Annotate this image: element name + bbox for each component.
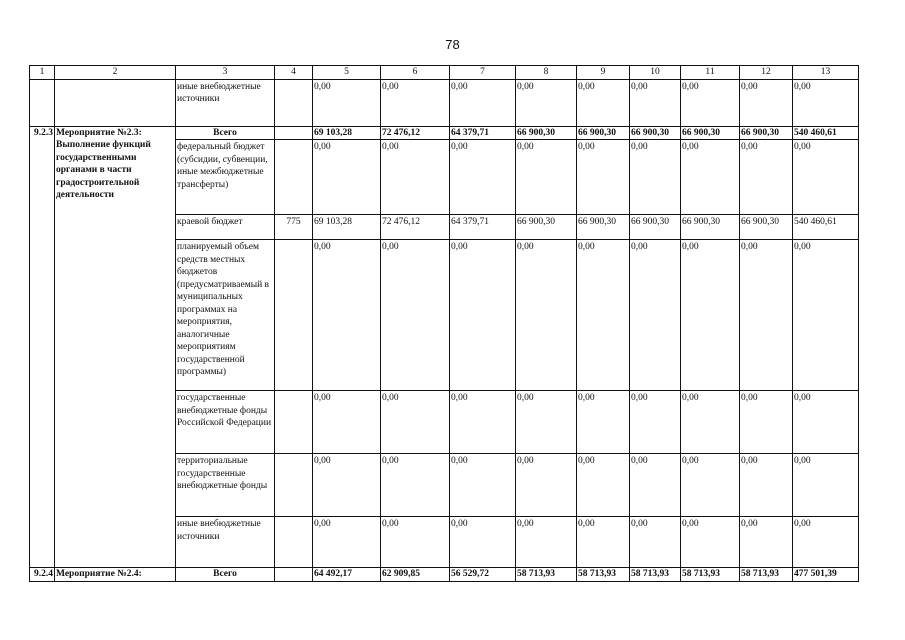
funding-source: планируемый объем средств местных бюджетов (предусматриваемый в муниципальных программах на мероприятия, аналогичные мероприятиям государственной программы) <box>176 240 275 391</box>
value-cell: 0,00 <box>313 391 381 454</box>
value-cell: 0,00 <box>450 454 516 517</box>
value-cell: 62 909,85 <box>381 568 450 582</box>
value-cell: 0,00 <box>793 140 859 215</box>
value-cell: 0,00 <box>381 391 450 454</box>
value-cell: 0,00 <box>313 140 381 215</box>
value-cell: 66 900,30 <box>577 126 630 140</box>
header-cell: 10 <box>630 66 681 80</box>
value-cell: 0,00 <box>381 240 450 391</box>
value-cell: 64 492,17 <box>313 568 381 582</box>
value-cell: 540 460,61 <box>793 126 859 140</box>
funding-source: краевой бюджет <box>176 215 275 240</box>
value-cell: 0,00 <box>516 140 577 215</box>
value-cell: 0,00 <box>381 454 450 517</box>
value-cell: 0,00 <box>630 79 681 126</box>
value-cell: 58 713,93 <box>630 568 681 582</box>
value-cell: 66 900,30 <box>577 215 630 240</box>
value-cell: 0,00 <box>516 79 577 126</box>
value-cell: 0,00 <box>450 79 516 126</box>
header-cell: 12 <box>740 66 793 80</box>
value-cell: 72 476,12 <box>381 126 450 140</box>
value-cell: 66 900,30 <box>630 126 681 140</box>
value-cell: 0,00 <box>577 79 630 126</box>
value-cell: 58 713,93 <box>681 568 740 582</box>
value-cell: 0,00 <box>681 240 740 391</box>
value-cell: 58 713,93 <box>516 568 577 582</box>
funding-source: Всего <box>176 126 275 140</box>
measure-code: 9.2.4 <box>30 568 55 582</box>
value-cell: 0,00 <box>740 140 793 215</box>
code-cell <box>275 517 313 568</box>
code-cell <box>275 391 313 454</box>
funding-source: иные внебюджетные источники <box>176 517 275 568</box>
value-cell: 0,00 <box>577 140 630 215</box>
value-cell: 477 501,39 <box>793 568 859 582</box>
value-cell: 64 379,71 <box>450 126 516 140</box>
value-cell: 66 900,30 <box>630 215 681 240</box>
value-cell: 0,00 <box>793 454 859 517</box>
value-cell: 66 900,30 <box>740 126 793 140</box>
code-cell <box>275 140 313 215</box>
header-cell: 8 <box>516 66 577 80</box>
measure-name <box>55 79 176 126</box>
value-cell: 0,00 <box>630 391 681 454</box>
value-cell: 56 529,72 <box>450 568 516 582</box>
measure-code <box>30 79 55 126</box>
header-cell: 4 <box>275 66 313 80</box>
value-cell: 0,00 <box>681 517 740 568</box>
code-cell <box>275 79 313 126</box>
header-row <box>30 66 859 80</box>
value-cell: 0,00 <box>681 391 740 454</box>
value-cell: 0,00 <box>681 454 740 517</box>
table-row <box>30 79 859 126</box>
value-cell: 0,00 <box>381 517 450 568</box>
measure-code: 9.2.3 <box>30 126 55 568</box>
total-row <box>30 126 859 140</box>
value-cell: 66 900,30 <box>740 215 793 240</box>
value-cell: 72 476,12 <box>381 215 450 240</box>
header-cell: 13 <box>793 66 859 80</box>
value-cell: 0,00 <box>793 517 859 568</box>
value-cell: 66 900,30 <box>516 126 577 140</box>
value-cell: 69 103,28 <box>313 126 381 140</box>
value-cell: 64 379,71 <box>450 215 516 240</box>
page-number: 78 <box>445 37 460 52</box>
value-cell: 69 103,28 <box>313 215 381 240</box>
header-cell: 9 <box>577 66 630 80</box>
value-cell: 0,00 <box>793 391 859 454</box>
value-cell: 0,00 <box>577 454 630 517</box>
value-cell: 0,00 <box>740 79 793 126</box>
value-cell: 58 713,93 <box>740 568 793 582</box>
value-cell: 0,00 <box>450 240 516 391</box>
value-cell: 0,00 <box>313 79 381 126</box>
value-cell: 0,00 <box>516 517 577 568</box>
value-cell: 0,00 <box>450 517 516 568</box>
value-cell: 0,00 <box>740 391 793 454</box>
value-cell: 0,00 <box>630 140 681 215</box>
header-cell: 7 <box>450 66 516 80</box>
value-cell: 58 713,93 <box>577 568 630 582</box>
value-cell: 66 900,30 <box>681 126 740 140</box>
value-cell: 0,00 <box>313 454 381 517</box>
value-cell: 0,00 <box>681 140 740 215</box>
measure-name: Мероприятие №2.3: Выполнение функций государственными органами в части градостроительной деятельности <box>55 126 176 568</box>
code-cell <box>275 568 313 582</box>
value-cell: 0,00 <box>577 240 630 391</box>
header-cell: 2 <box>55 66 176 80</box>
value-cell: 0,00 <box>516 454 577 517</box>
header-cell: 1 <box>30 66 55 80</box>
funding-source: федеральный бюджет (субсидии, субвенции, иные межбюджетные трансферты) <box>176 140 275 215</box>
value-cell: 0,00 <box>740 454 793 517</box>
header-cell: 5 <box>313 66 381 80</box>
code-cell <box>275 240 313 391</box>
value-cell: 66 900,30 <box>516 215 577 240</box>
header-cell: 3 <box>176 66 275 80</box>
value-cell: 0,00 <box>793 79 859 126</box>
value-cell: 66 900,30 <box>681 215 740 240</box>
value-cell: 0,00 <box>630 517 681 568</box>
value-cell: 0,00 <box>630 454 681 517</box>
value-cell: 0,00 <box>313 517 381 568</box>
value-cell: 0,00 <box>516 391 577 454</box>
value-cell: 0,00 <box>577 391 630 454</box>
budget-table <box>29 65 859 582</box>
funding-source: иные внебюджетные источники <box>176 79 275 126</box>
value-cell: 0,00 <box>450 391 516 454</box>
total-row <box>30 568 859 582</box>
header-cell: 11 <box>681 66 740 80</box>
value-cell: 0,00 <box>450 140 516 215</box>
value-cell: 0,00 <box>740 517 793 568</box>
measure-name: Мероприятие №2.4: <box>55 568 176 582</box>
value-cell: 0,00 <box>577 517 630 568</box>
value-cell: 0,00 <box>381 79 450 126</box>
value-cell: 0,00 <box>630 240 681 391</box>
code-cell <box>275 454 313 517</box>
value-cell: 0,00 <box>516 240 577 391</box>
value-cell: 0,00 <box>740 240 793 391</box>
header-cell: 6 <box>381 66 450 80</box>
code-cell <box>275 126 313 140</box>
funding-source: Всего <box>176 568 275 582</box>
value-cell: 0,00 <box>381 140 450 215</box>
value-cell: 540 460,61 <box>793 215 859 240</box>
value-cell: 0,00 <box>793 240 859 391</box>
code-cell: 775 <box>275 215 313 240</box>
value-cell: 0,00 <box>681 79 740 126</box>
value-cell: 0,00 <box>313 240 381 391</box>
funding-source: территориальные государственные внебюджетные фонды <box>176 454 275 517</box>
funding-source: государственные внебюджетные фонды Российской Федерации <box>176 391 275 454</box>
